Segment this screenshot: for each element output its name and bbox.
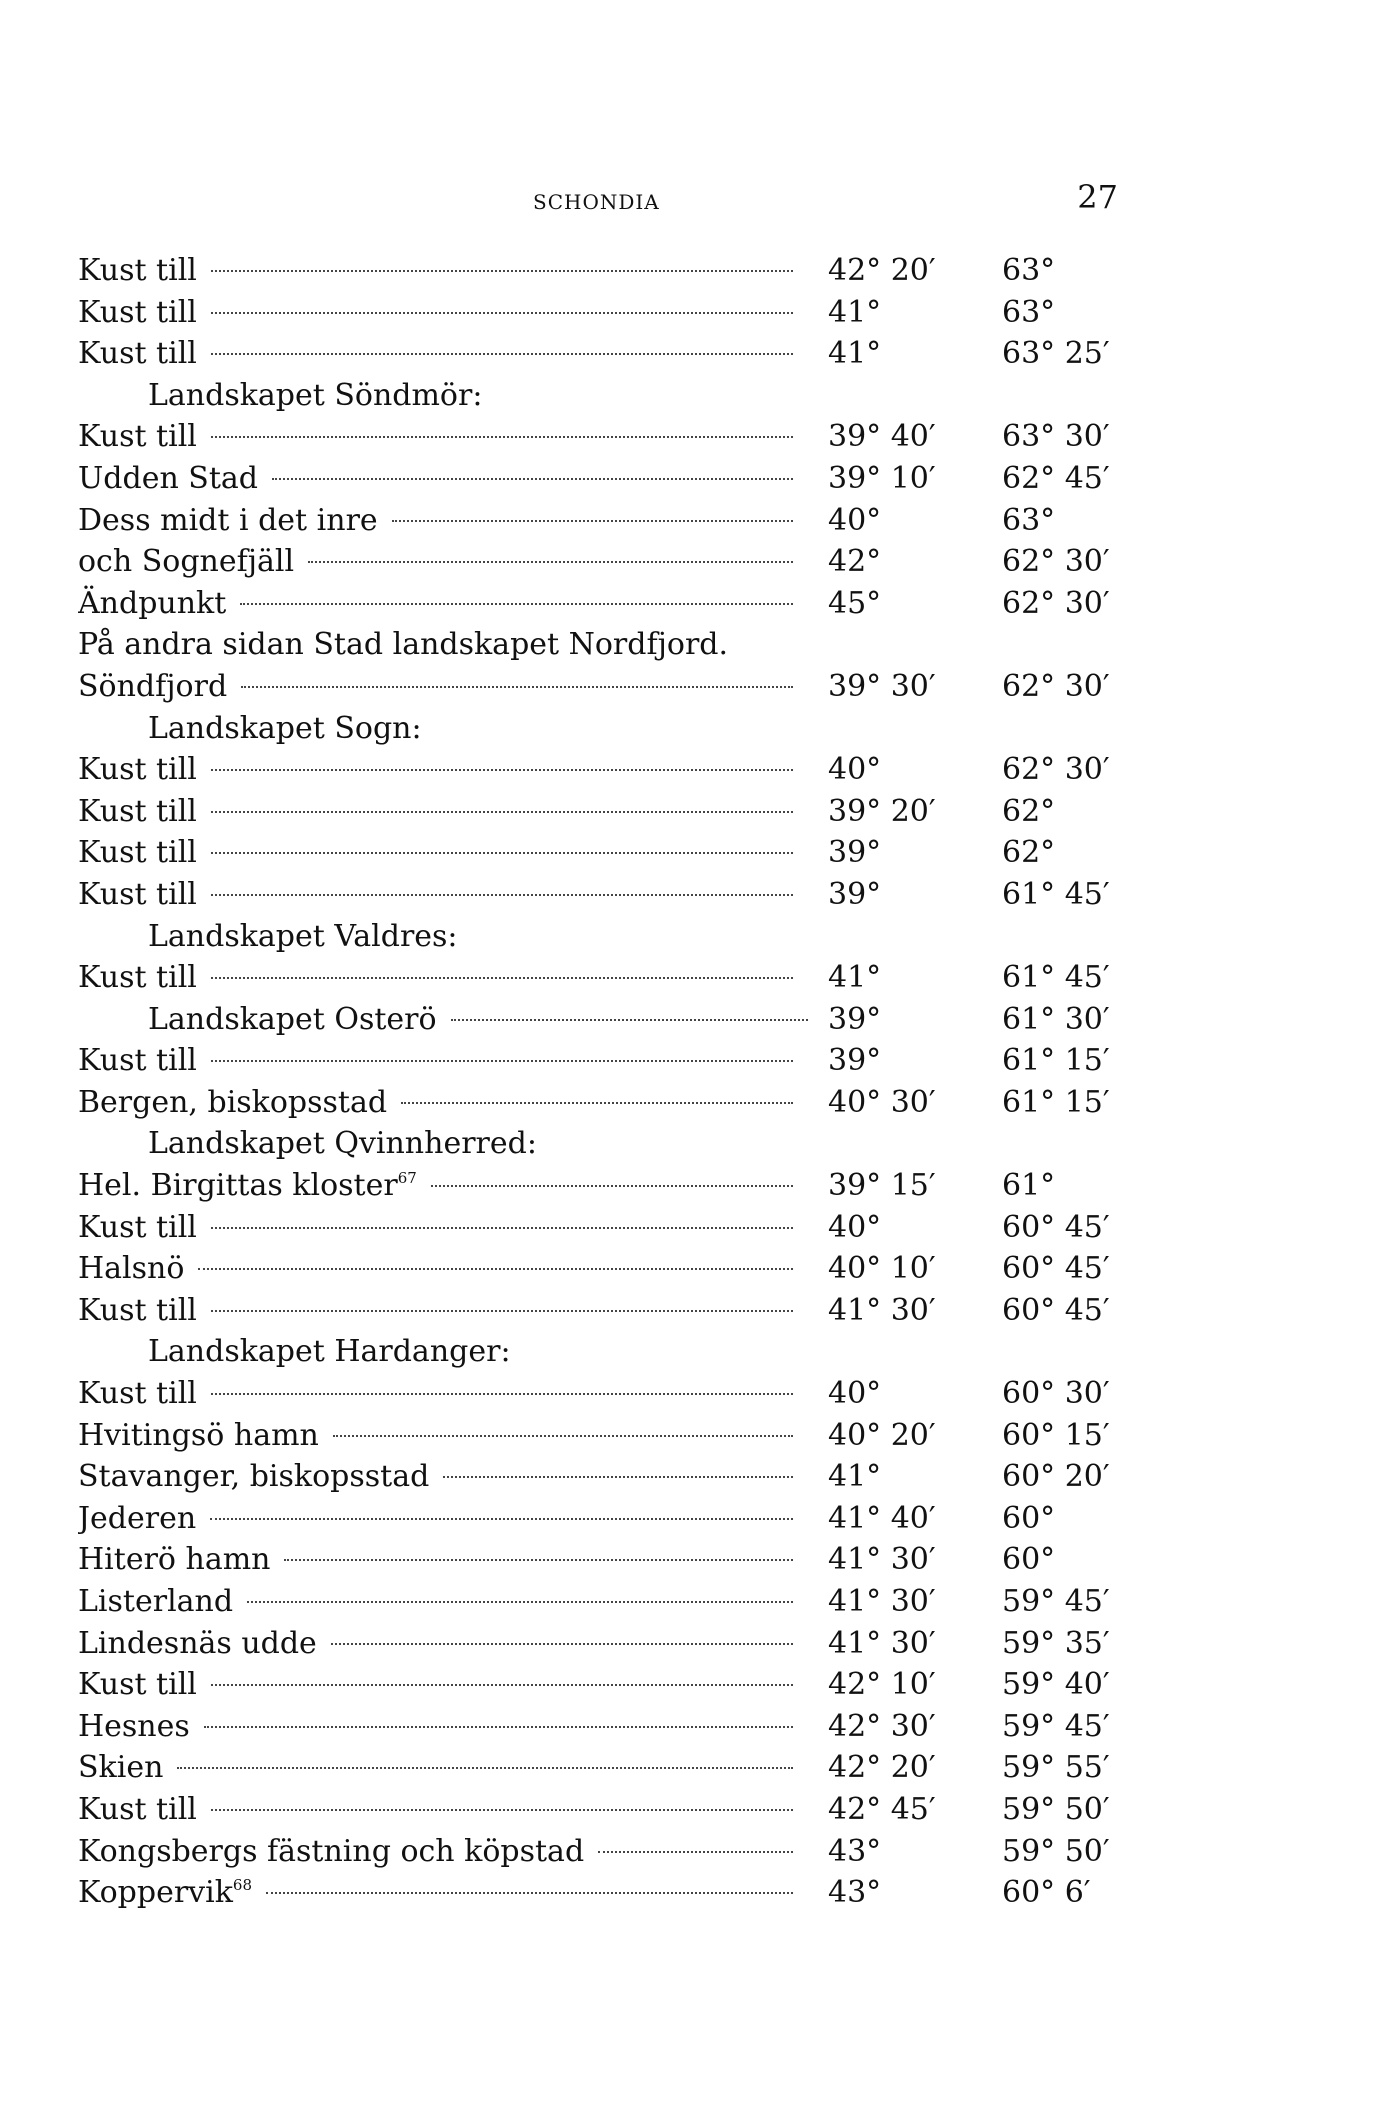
place-cell <box>78 583 793 625</box>
latitude-value: 42° 20′ <box>828 253 936 288</box>
dot-leader <box>211 1684 793 1686</box>
latitude-value: 43° <box>828 1875 882 1911</box>
place-name: Hvitingsö hamn <box>78 1417 319 1453</box>
longitude-value: 62° <box>1002 793 1056 829</box>
latitude-value: 39° 20′ <box>828 793 936 829</box>
table-row <box>0 292 1400 334</box>
latitude-value: 43° <box>828 1833 882 1869</box>
longitude-value: 62° 45′ <box>1002 460 1110 496</box>
table-row <box>0 1664 1400 1706</box>
dot-leader <box>211 312 793 314</box>
dot-leader <box>211 1310 793 1312</box>
table-row <box>0 749 1400 791</box>
table-row <box>0 1456 1400 1498</box>
longitude-value: 60° 20′ <box>1002 1459 1110 1495</box>
dot-leader <box>308 561 793 563</box>
longitude-value: 60° <box>1002 1542 1056 1578</box>
longitude-value: 59° 45′ <box>1002 1584 1110 1619</box>
place-name: Kust till <box>78 294 197 330</box>
place-name: Landskapet Osterö <box>148 1001 437 1037</box>
latitude-value: 39° 40′ <box>828 419 936 455</box>
dot-leader <box>211 1060 793 1062</box>
place-cell <box>78 1747 793 1789</box>
latitude-value: 39° <box>828 1043 882 1079</box>
latitude-value: 39° <box>828 1001 882 1037</box>
longitude-value: 63° <box>1002 502 1056 538</box>
longitude-value: 61° 15′ <box>1002 1043 1110 1079</box>
table-row <box>0 1498 1400 1540</box>
place-cell <box>78 1706 793 1748</box>
dot-leader <box>333 1435 793 1437</box>
place-name: Listerland <box>78 1584 234 1619</box>
place-name: Landskapet Sogn: <box>148 710 422 746</box>
place-cell <box>78 1040 793 1082</box>
table-row <box>0 1747 1400 1789</box>
table-row <box>0 333 1400 375</box>
place-cell <box>78 624 808 666</box>
longitude-value: 59° 45′ <box>1002 1708 1110 1744</box>
place-cell <box>78 292 793 334</box>
latitude-value: 42° 45′ <box>828 1791 936 1827</box>
running-head: SCHONDIA <box>533 190 660 214</box>
table-row <box>0 1207 1400 1249</box>
latitude-value: 39° <box>828 876 882 912</box>
place-name: Kust till <box>78 1043 197 1079</box>
table-row <box>0 1581 1400 1623</box>
place-cell <box>148 1331 808 1373</box>
longitude-value: 60° <box>1002 1500 1056 1536</box>
place-cell <box>78 1789 793 1831</box>
section-heading-row <box>0 916 1400 958</box>
place-name: Bergen, biskopsstad <box>78 1084 388 1120</box>
dot-leader <box>204 1726 793 1728</box>
place-cell <box>78 957 793 999</box>
longitude-value: 63° 25′ <box>1002 336 1110 372</box>
dot-leader <box>211 977 793 979</box>
place-name: Söndfjord <box>78 668 228 704</box>
place-cell <box>78 1664 793 1706</box>
dot-leader <box>210 1518 793 1520</box>
table-row <box>0 624 1400 666</box>
place-cell <box>148 708 808 750</box>
dot-leader <box>211 270 793 272</box>
dot-leader <box>241 686 793 688</box>
place-name: och Sognefjäll <box>78 544 295 580</box>
place-cell <box>78 666 793 708</box>
place-cell <box>78 874 793 916</box>
place-cell <box>78 1581 793 1623</box>
latitude-value: 42° 10′ <box>828 1667 936 1703</box>
section-heading-row <box>0 375 1400 417</box>
table-row <box>0 1623 1400 1665</box>
longitude-value: 60° 15′ <box>1002 1417 1110 1453</box>
place-name: Udden Stad <box>78 460 258 496</box>
place-cell <box>78 458 793 500</box>
longitude-value: 60° 45′ <box>1002 1209 1110 1245</box>
table-row <box>0 874 1400 916</box>
place-cell <box>78 500 793 542</box>
place-cell <box>78 1623 793 1665</box>
footnote-marker: 67 <box>397 1169 417 1188</box>
place-cell <box>78 1290 793 1332</box>
latitude-value: 45° <box>828 585 882 621</box>
place-name: Jederen <box>78 1500 197 1536</box>
dot-leader <box>284 1559 793 1561</box>
dot-leader <box>598 1851 793 1853</box>
place-name: Kust till <box>78 1209 197 1245</box>
place-name: Hel. Birgittas kloster <box>78 1168 398 1204</box>
place-name: På andra sidan Stad landskapet Nordfjord. <box>78 627 729 663</box>
place-name: Kust till <box>78 253 197 288</box>
table-row <box>0 500 1400 542</box>
longitude-value: 62° 30′ <box>1002 585 1110 621</box>
dot-leader <box>198 1268 793 1270</box>
latitude-value: 41° <box>828 336 882 372</box>
longitude-value: 60° 45′ <box>1002 1292 1110 1328</box>
place-cell <box>78 416 793 458</box>
place-name: Lindesnäs udde <box>78 1625 317 1661</box>
longitude-value: 62° <box>1002 835 1056 871</box>
longitude-value: 61° 45′ <box>1002 960 1110 996</box>
dot-leader <box>211 1809 793 1811</box>
longitude-value: 61° <box>1002 1168 1056 1204</box>
place-name: Kust till <box>78 336 197 372</box>
place-cell <box>78 1082 793 1124</box>
longitude-value: 60° 30′ <box>1002 1376 1110 1412</box>
place-cell <box>78 791 793 833</box>
longitude-value: 61° 15′ <box>1002 1084 1110 1120</box>
place-name: Koppervik <box>78 1875 233 1911</box>
place-cell <box>78 333 793 375</box>
latitude-value: 39° 15′ <box>828 1168 936 1204</box>
place-cell <box>78 1831 793 1873</box>
place-name: Dess midt i det inre <box>78 502 378 538</box>
place-cell <box>78 1539 793 1581</box>
table-row <box>0 791 1400 833</box>
latitude-value: 41° 30′ <box>828 1292 936 1328</box>
dot-leader <box>266 1892 793 1894</box>
dot-leader <box>211 852 793 854</box>
place-cell <box>78 1207 793 1249</box>
table-row <box>0 1789 1400 1831</box>
table-row <box>0 1373 1400 1415</box>
longitude-value: 59° 50′ <box>1002 1833 1110 1869</box>
place-cell <box>78 250 793 292</box>
dot-leader <box>392 520 793 522</box>
latitude-value: 40° <box>828 1209 882 1245</box>
dot-leader <box>211 769 793 771</box>
longitude-value: 62° 30′ <box>1002 752 1110 788</box>
place-cell <box>148 375 808 417</box>
place-name: Kust till <box>78 960 197 996</box>
dot-leader <box>431 1185 793 1187</box>
latitude-value: 39° 30′ <box>828 668 936 704</box>
section-heading-row <box>0 1123 1400 1165</box>
place-cell <box>78 541 793 583</box>
place-name: Kust till <box>78 1292 197 1328</box>
longitude-value: 59° 50′ <box>1002 1791 1110 1827</box>
table-row <box>0 1415 1400 1457</box>
table-row <box>0 1082 1400 1124</box>
place-name: Kust till <box>78 835 197 871</box>
latitude-value: 39° 10′ <box>828 460 936 496</box>
dot-leader <box>211 1393 793 1395</box>
longitude-value: 63° <box>1002 253 1056 288</box>
longitude-value: 63° 30′ <box>1002 419 1110 455</box>
table-row <box>0 416 1400 458</box>
latitude-value: 41° <box>828 294 882 330</box>
dot-leader <box>211 436 793 438</box>
table-row <box>0 1872 1400 1914</box>
page-number: 27 <box>1077 178 1118 216</box>
table-row <box>0 583 1400 625</box>
dot-leader <box>211 353 793 355</box>
table-row <box>0 1290 1400 1332</box>
dot-leader <box>451 1019 808 1021</box>
table-row <box>0 666 1400 708</box>
place-cell <box>78 1456 793 1498</box>
place-cell <box>78 832 793 874</box>
table-row <box>0 832 1400 874</box>
table-row <box>0 1040 1400 1082</box>
place-name: Ändpunkt <box>78 585 227 621</box>
dot-leader <box>177 1767 793 1769</box>
place-cell <box>148 1123 808 1165</box>
place-cell <box>78 1872 793 1914</box>
latitude-value: 40° 10′ <box>828 1251 936 1287</box>
place-cell <box>148 916 808 958</box>
section-heading-row <box>0 1331 1400 1373</box>
latitude-value: 40° <box>828 752 882 788</box>
place-cell <box>78 1373 793 1415</box>
place-name: Landskapet Hardanger: <box>148 1334 511 1370</box>
longitude-value: 61° 45′ <box>1002 876 1110 912</box>
place-name: Kongsbergs fästning och köpstad <box>78 1833 585 1869</box>
latitude-value: 40° 20′ <box>828 1417 936 1453</box>
table-row <box>0 1831 1400 1873</box>
dot-leader <box>401 1102 793 1104</box>
place-name: Kust till <box>78 793 197 829</box>
latitude-value: 41° <box>828 960 882 996</box>
place-name: Halsnö <box>78 1251 185 1287</box>
table-row <box>0 1248 1400 1290</box>
latitude-value: 41° <box>828 1459 882 1495</box>
place-name: Landskapet Söndmör: <box>148 377 483 413</box>
dot-leader <box>272 478 793 480</box>
table-row <box>0 541 1400 583</box>
section-heading-row <box>0 999 1400 1041</box>
latitude-value: 42° <box>828 544 882 580</box>
section-heading-row <box>0 708 1400 750</box>
latitude-value: 42° 20′ <box>828 1750 936 1786</box>
table-row <box>0 1539 1400 1581</box>
place-name: Landskapet Qvinnherred: <box>148 1126 537 1162</box>
latitude-value: 41° 30′ <box>828 1584 936 1619</box>
latitude-value: 40° 30′ <box>828 1084 936 1120</box>
dot-leader <box>211 894 793 896</box>
place-cell <box>78 1415 793 1457</box>
latitude-value: 42° 30′ <box>828 1708 936 1744</box>
latitude-value: 41° 40′ <box>828 1500 936 1536</box>
place-name: Kust till <box>78 419 197 455</box>
table-row <box>0 458 1400 500</box>
longitude-value: 59° 35′ <box>1002 1625 1110 1661</box>
latitude-value: 41° 30′ <box>828 1625 936 1661</box>
dot-leader <box>211 1227 793 1229</box>
dot-leader <box>211 811 793 813</box>
longitude-value: 59° 55′ <box>1002 1750 1110 1786</box>
longitude-value: 60° 45′ <box>1002 1251 1110 1287</box>
table-row <box>0 1706 1400 1748</box>
coordinate-table <box>0 250 1400 1914</box>
latitude-value: 39° <box>828 835 882 871</box>
latitude-value: 41° 30′ <box>828 1542 936 1578</box>
footnote-marker: 68 <box>232 1876 252 1895</box>
table-row <box>0 1165 1400 1207</box>
longitude-value: 63° <box>1002 294 1056 330</box>
page-header <box>78 178 1118 222</box>
longitude-value: 62° 30′ <box>1002 544 1110 580</box>
longitude-value: 62° 30′ <box>1002 668 1110 704</box>
dot-leader <box>331 1643 793 1645</box>
dot-leader <box>443 1476 793 1478</box>
place-name: Kust till <box>78 1376 197 1412</box>
place-name: Stavanger, biskopsstad <box>78 1459 430 1495</box>
place-name: Kust till <box>78 752 197 788</box>
place-name: Landskapet Valdres: <box>148 918 458 954</box>
place-name: Kust till <box>78 876 197 912</box>
table-row <box>0 250 1400 292</box>
place-name: Kust till <box>78 1791 197 1827</box>
longitude-value: 61° 30′ <box>1002 1001 1110 1037</box>
latitude-value: 40° <box>828 1376 882 1412</box>
place-cell <box>78 1248 793 1290</box>
place-name: Kust till <box>78 1667 197 1703</box>
place-name: Skien <box>78 1750 164 1786</box>
latitude-value: 40° <box>828 502 882 538</box>
dot-leader <box>240 603 793 605</box>
longitude-value: 59° 40′ <box>1002 1667 1110 1703</box>
dot-leader <box>247 1601 793 1603</box>
place-cell <box>148 999 808 1041</box>
table-row <box>0 957 1400 999</box>
longitude-value: 60° 6′ <box>1002 1875 1091 1911</box>
place-name: Hesnes <box>78 1708 190 1744</box>
place-cell <box>78 1498 793 1540</box>
place-name: Hiterö hamn <box>78 1542 271 1578</box>
place-cell <box>78 1165 793 1207</box>
place-cell <box>78 749 793 791</box>
